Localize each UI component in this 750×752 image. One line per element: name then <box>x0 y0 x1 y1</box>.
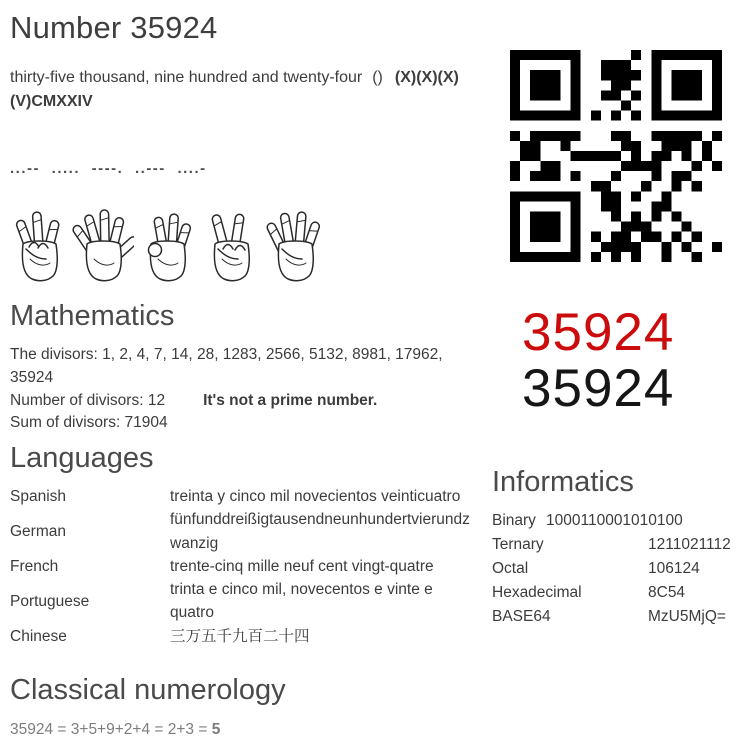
informatics-table <box>492 509 750 629</box>
numerology-heading: Classical numerology <box>10 674 286 706</box>
informatics-row <box>492 533 750 557</box>
informatics-row <box>492 557 750 581</box>
languages-heading: Languages <box>10 442 154 474</box>
informatics-label: Octal <box>492 560 529 577</box>
informatics-row <box>492 509 750 533</box>
sign-language-hands <box>8 197 326 285</box>
hand-drawing <box>136 197 198 285</box>
languages-table <box>10 485 474 648</box>
language-row <box>10 578 474 625</box>
informatics-row <box>492 605 750 629</box>
prime-note: It's not a prime number. <box>203 391 378 409</box>
language-value: trente-cinq mille neuf cent vingt-quatre <box>170 557 434 575</box>
language-value: treinta y cinco mil novecientos veinticuatro <box>170 488 461 505</box>
informatics-label: Binary <box>492 512 536 529</box>
number-display-black: 35924 <box>522 359 675 418</box>
hand-drawing <box>200 197 262 285</box>
informatics-heading: Informatics <box>492 466 634 498</box>
roman-numeral: (X)(X)(X)(V)CMXXIV <box>10 69 459 110</box>
language-label: Spanish <box>10 488 67 505</box>
language-value: fünfunddreißigtausendneunhundertvierundzwanzig <box>170 511 470 552</box>
hand-sign-5 <box>72 197 134 285</box>
qr-code <box>510 50 722 262</box>
num-divisors: Number of divisors: 12 <box>10 391 166 409</box>
qr-code-svg <box>510 50 722 262</box>
hand-sign-4 <box>264 197 326 285</box>
informatics-row <box>492 581 750 605</box>
mathematics-body <box>10 344 474 435</box>
number-in-words <box>10 66 478 114</box>
language-label: Chinese <box>10 627 67 645</box>
number-words-text: thirty-five thousand, nine hundred and twenty-four <box>10 69 363 86</box>
language-row <box>10 625 474 648</box>
informatics-label: BASE64 <box>492 608 551 625</box>
morse-code: ...-- ..... ----. ..--- ....- <box>10 160 207 177</box>
numerology-equation <box>10 721 220 739</box>
page-title: Number 35924 <box>10 10 218 45</box>
language-row <box>10 508 474 555</box>
language-label: Portuguese <box>10 592 90 610</box>
hand-sign-2 <box>200 197 262 285</box>
numerology-result: 5 <box>211 721 221 738</box>
hand-drawing <box>264 197 326 285</box>
language-value: 三万五千九百二十四 <box>170 627 310 645</box>
mathematics-heading: Mathematics <box>10 300 175 332</box>
hand-drawing <box>8 197 70 285</box>
number-display-red: 35924 <box>522 303 675 362</box>
hand-sign-3 <box>8 197 70 285</box>
divisors-line: The divisors: 1, 2, 4, 7, 14, 28, 1283, 2566, 5132, 8981, 17962, 35924 <box>10 346 443 386</box>
language-row <box>10 485 474 508</box>
empty-parens: () <box>372 69 383 86</box>
hand-sign-9 <box>136 197 198 285</box>
sum-divisors: Sum of divisors: 71904 <box>10 414 168 432</box>
language-value: trinta e cinco mil, novecentos e vinte e quatro <box>170 581 433 622</box>
informatics-value: 1000110001010100 <box>546 512 683 529</box>
language-row <box>10 555 474 578</box>
informatics-value: 1211021112 <box>648 536 731 553</box>
informatics-value: 106124 <box>648 560 700 577</box>
numerology-sum: 35924 = 3+5+9+2+4 = 2+3 = <box>10 721 212 738</box>
informatics-value: MzU5MjQ= <box>648 608 726 625</box>
language-label: French <box>10 557 59 575</box>
informatics-label: Ternary <box>492 536 544 553</box>
divisor-count-line <box>10 390 474 413</box>
hand-drawing <box>72 197 134 285</box>
language-label: German <box>10 522 66 540</box>
informatics-value: 8C54 <box>648 584 686 601</box>
informatics-label: Hexadecimal <box>492 584 582 601</box>
